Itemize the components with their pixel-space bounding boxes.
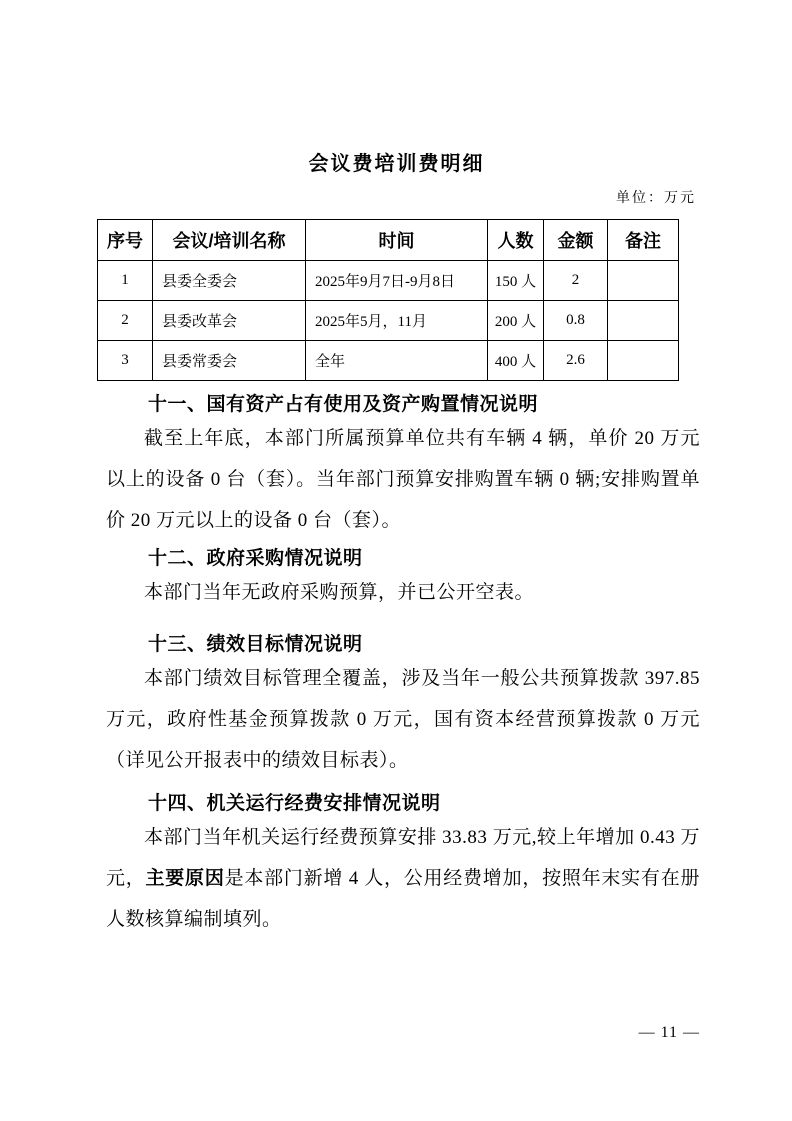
section-paragraph-13: 本部门绩效目标管理全覆盖，涉及当年一般公共预算拨款 397.85 万元，政府性基金预算拨款 0 万元，国有资本经营预算拨款 0 万元（详见公开报表中的绩效目标表）。 <box>106 668 700 771</box>
section-paragraph-11: 截至上年底，本部门所属预算单位共有车辆 4 辆，单价 20 万元以上的设备 0 台（套）。当年部门预算安排购置车辆 0 辆;安排购置单价 20 万元以上的设备 0 台（套）。 <box>106 428 700 531</box>
header-cell-time: 时间 <box>306 220 488 261</box>
table-cell-time: 全年 <box>306 341 488 381</box>
table-row <box>98 261 679 301</box>
table-cell-remark <box>608 341 679 381</box>
section-heading-12: 十二、政府采购情况说明 <box>148 548 363 569</box>
table-cell-remark <box>608 261 679 301</box>
table-header-row <box>98 220 679 261</box>
bold-emphasis: 主要原因 <box>145 868 225 889</box>
section-heading-11: 十一、国有资产占有使用及资产购置情况说明 <box>148 394 539 415</box>
table-cell-index: 1 <box>98 261 153 301</box>
table-cell-people: 200 人 <box>488 301 544 341</box>
table-cell-amount: 2.6 <box>544 341 608 381</box>
page-number: — 11 — <box>638 1024 700 1041</box>
table-cell-people: 150 人 <box>488 261 544 301</box>
unit-note: 单位：万元 <box>616 191 696 206</box>
header-cell-remark: 备注 <box>608 220 679 261</box>
table-row <box>98 341 679 381</box>
table-cell-remark <box>608 301 679 341</box>
section-heading-14: 十四、机关运行经费安排情况说明 <box>148 793 441 814</box>
table-cell-amount: 2 <box>544 261 608 301</box>
header-cell-index: 序号 <box>98 220 153 261</box>
section-heading-13: 十三、绩效目标情况说明 <box>148 634 363 655</box>
table-cell-time: 2025年5月，11月 <box>306 301 488 341</box>
page-title: 会议费培训费明细 <box>308 153 485 175</box>
header-cell-amount: 金额 <box>544 220 608 261</box>
table-cell-index: 3 <box>98 341 153 381</box>
paragraph-text: 是本部门新增 4 人，公用经费增加，按照年末实有在册人数核算编制填列。 <box>106 868 700 930</box>
header-cell-people: 人数 <box>488 220 544 261</box>
table-cell-index: 2 <box>98 301 153 341</box>
table-cell-people: 400 人 <box>488 341 544 381</box>
table-cell-amount: 0.8 <box>544 301 608 341</box>
table-cell-name: 县委全委会 <box>153 261 306 301</box>
section-paragraph-14 <box>106 817 700 940</box>
section-paragraph-12: 本部门当年无政府采购预算，并已公开空表。 <box>144 582 535 603</box>
table-cell-name: 县委常委会 <box>153 341 306 381</box>
paragraph-text: 本部门当年机关运行经费预算安排 33.83 万元,较上年增加 0.43 万元， <box>106 827 700 889</box>
header-cell-name: 会议/培训名称 <box>153 220 306 261</box>
table-cell-time: 2025年9月7日-9月8日 <box>306 261 488 301</box>
table-row <box>98 301 679 341</box>
meeting-training-fee-table <box>97 219 679 381</box>
table-cell-name: 县委改革会 <box>153 301 306 341</box>
